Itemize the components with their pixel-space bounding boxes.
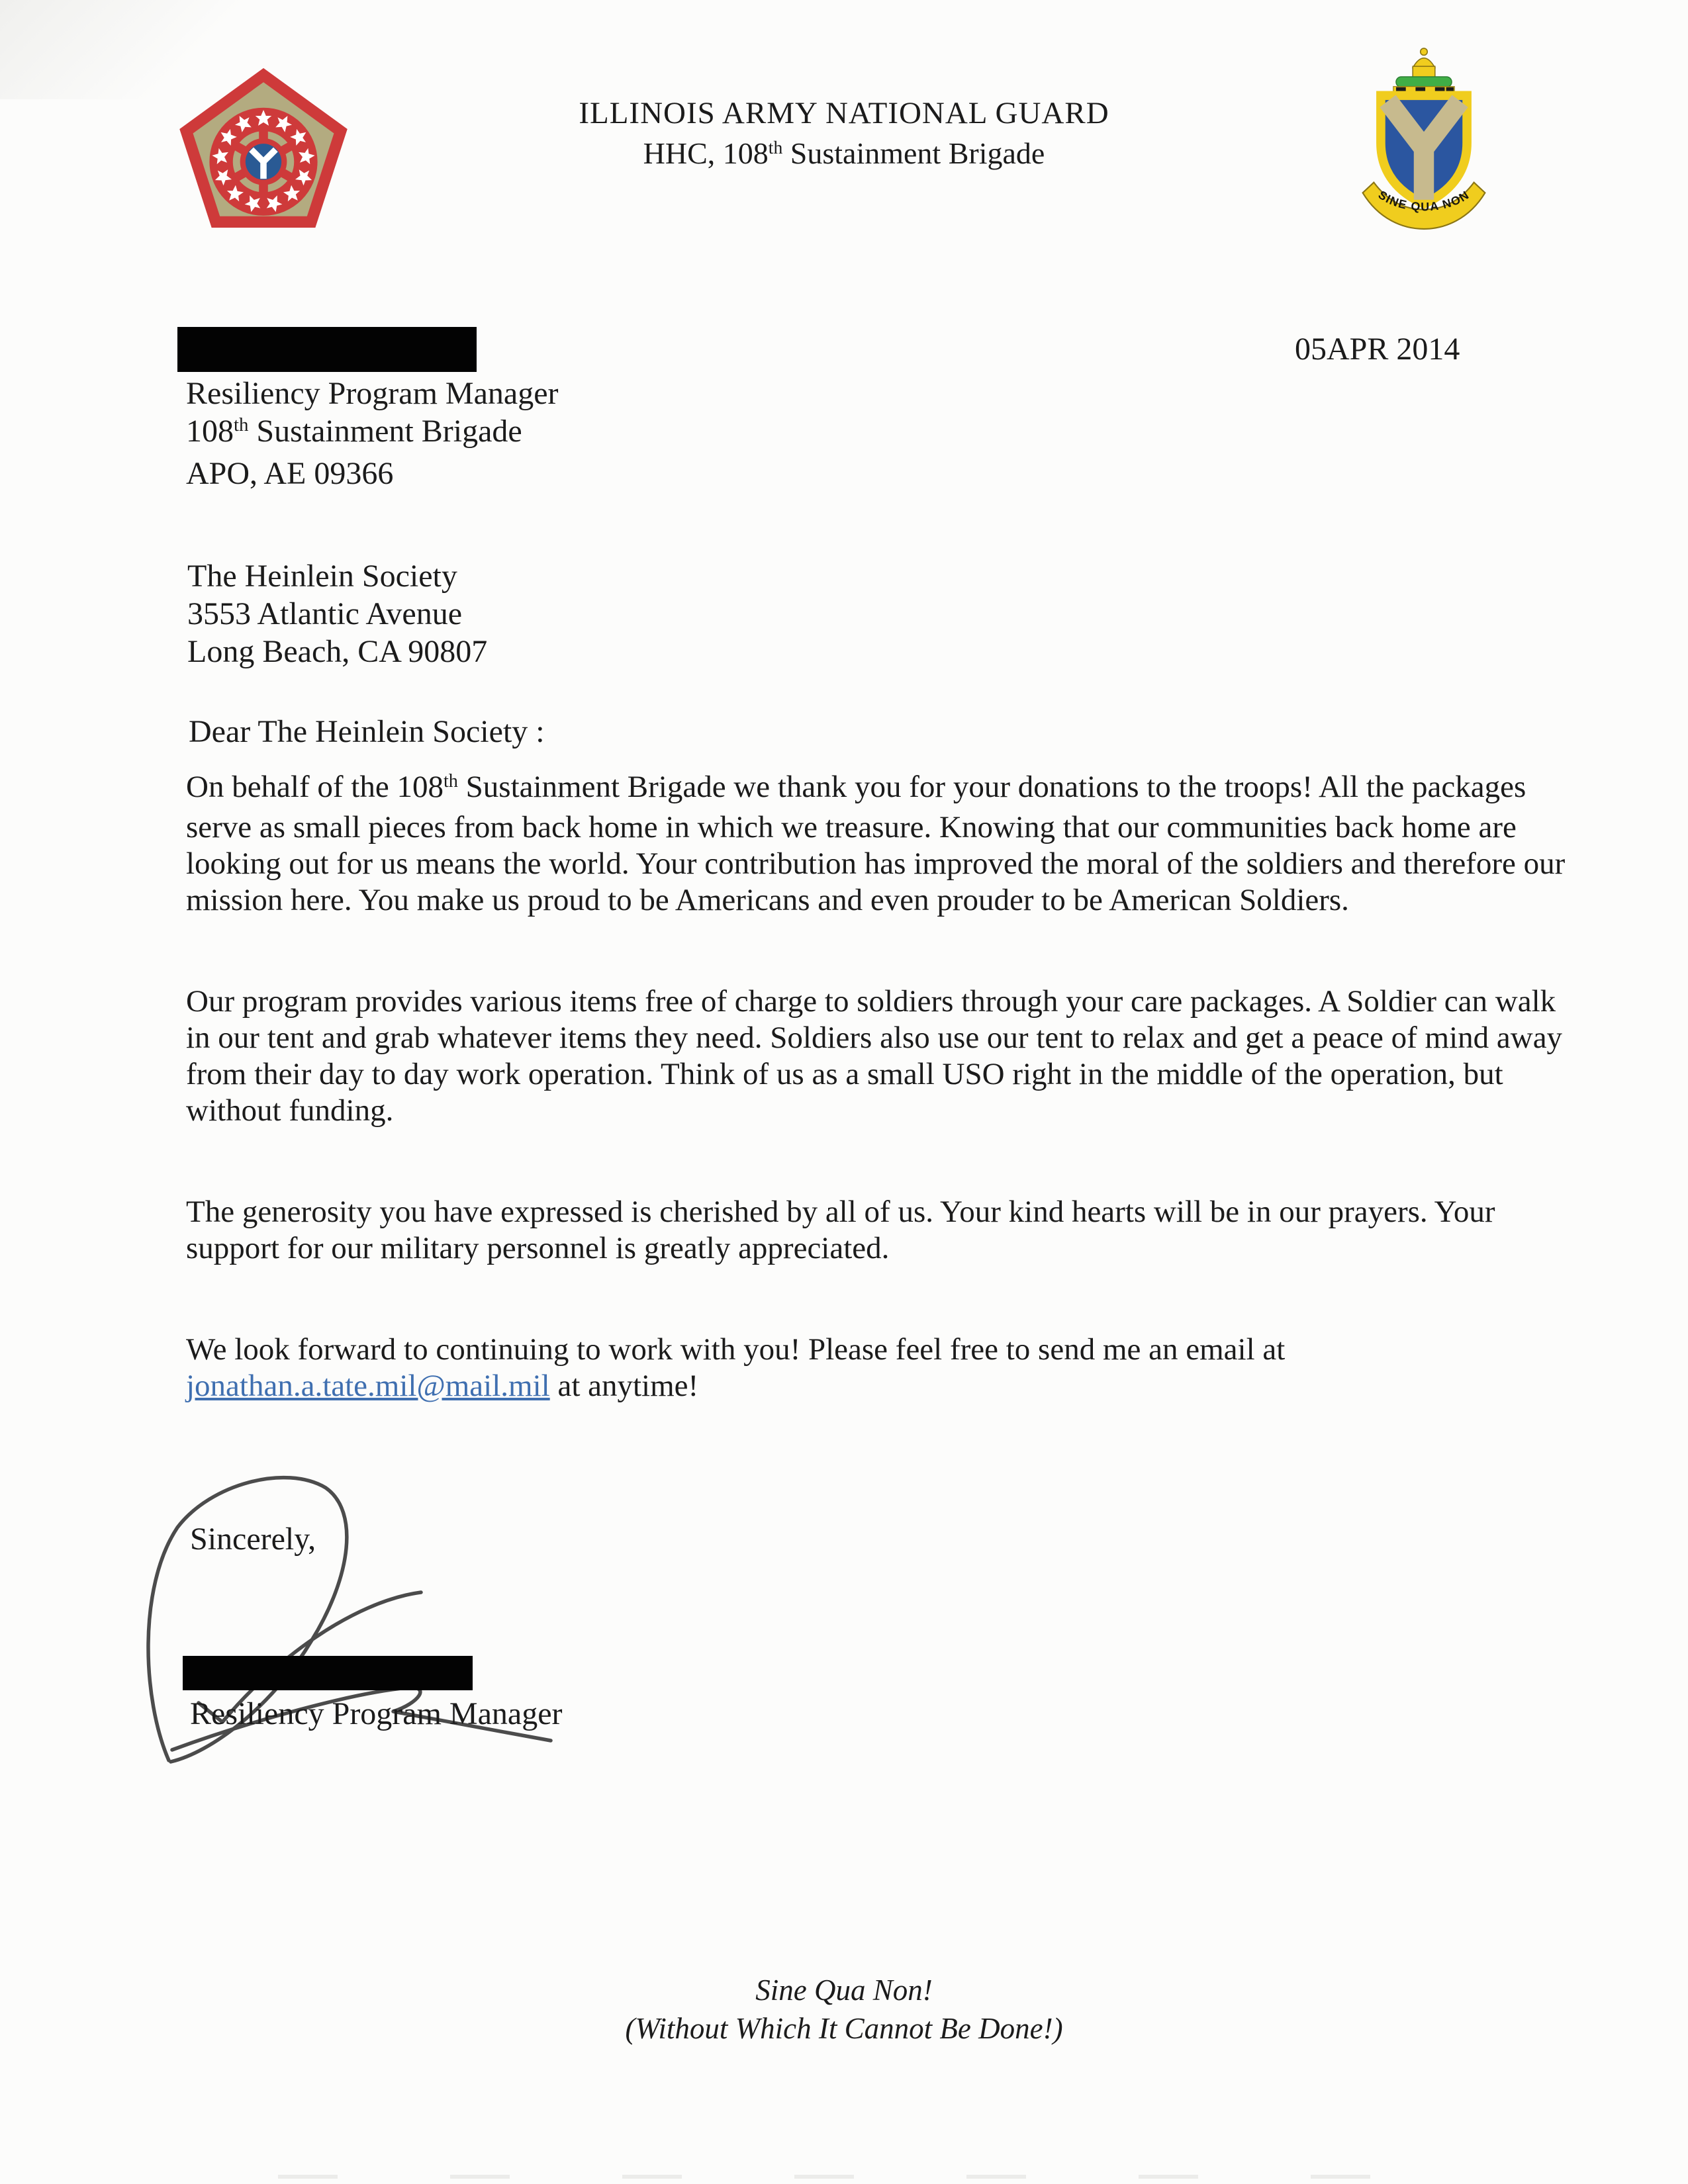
email-link[interactable]: jonathan.a.tate.mil@mail.mil	[186, 1369, 550, 1403]
recipient-city: Long Beach, CA 90807	[187, 634, 488, 669]
ordinal-superscript: th	[234, 414, 249, 436]
footer-motto-block	[0, 1971, 1688, 2048]
org-name: ILLINOIS ARMY NATIONAL GUARD	[579, 96, 1109, 130]
redacted-sender-name	[177, 327, 477, 372]
ordinal-superscript: th	[768, 136, 783, 158]
org-unit: HHC, 108th Sustainment Brigade	[643, 136, 1045, 170]
redacted-signer-name	[183, 1656, 473, 1690]
sine-qua-non-crest-icon	[1354, 45, 1493, 248]
sender-apo-address: APO, AE 09366	[186, 456, 394, 491]
letter-date: 05APR 2014	[1295, 332, 1460, 367]
recipient-address-block	[187, 557, 487, 670]
letter-body	[186, 769, 1583, 1469]
recipient-street: 3553 Atlantic Avenue	[187, 596, 463, 631]
paragraph-3: The generosity you have expressed is cherished by all of us. Your kind hearts will be in our prayers. Your support for our military personnel is greatly appreciated.	[186, 1195, 1495, 1265]
ordinal-superscript: th	[443, 770, 458, 792]
sender-title: Resiliency Program Manager	[186, 376, 559, 411]
crest-motto-text: SINE QUA NON	[1376, 188, 1472, 214]
footer-motto-translation: (Without Which It Cannot Be Done!)	[625, 2012, 1063, 2045]
signer-title: Resiliency Program Manager	[190, 1696, 563, 1731]
paragraph-4: We look forward to continuing to work with you! Please feel free to send me an email at jonathan.a.tate.mil@mail.mil at anytime!	[186, 1332, 1286, 1403]
footer-motto: Sine Qua Non!	[755, 1974, 933, 2007]
paragraph-1: On behalf of the 108th Sustainment Brigade we thank you for your donations to the troops! All the packages serve as small pieces from back home in which we treasure. Knowing that our communities back home are looking out for us means the world. Your contribution has improved the moral of the soldiers and therefore our mission here. You make us proud to be Americans and even prouder to be American Soldiers.	[186, 770, 1566, 917]
valediction: Sincerely,	[190, 1522, 316, 1557]
recipient-name: The Heinlein Society	[187, 559, 457, 594]
scan-edge-artifact	[278, 2175, 1403, 2179]
paragraph-2: Our program provides various items free of charge to soldiers through your care packages. A Soldier can walk in our tent and grab whatever items they need. Soldiers also use our tent to relax and get a peace of mind away from their day to day work operation. Think of us as a small USO right in the middle of the operation, but without funding.	[186, 984, 1563, 1128]
sender-unit: 108th Sustainment Brigade	[186, 414, 522, 449]
sender-address-block	[186, 375, 559, 492]
salutation: Dear The Heinlein Society :	[189, 714, 545, 749]
